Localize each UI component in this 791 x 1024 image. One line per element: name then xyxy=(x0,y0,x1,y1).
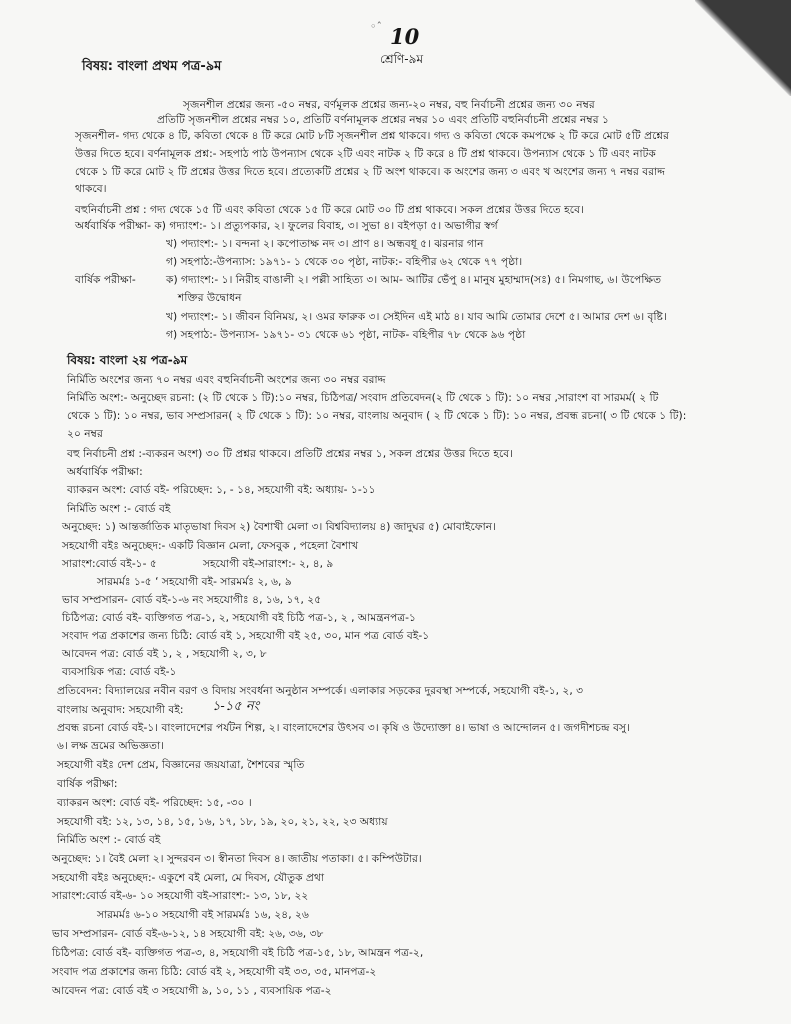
text-line: বার্ষিক পরীক্ষা- xyxy=(75,273,136,286)
text-line: সহযোগী বই-সারাংশ:- ২, ৪, ৯ xyxy=(203,557,334,570)
text-line: ভাব সম্প্রসারন- বোর্ড বই-৬-১২, ১৪ সহযোগী বই: ২৬, ৩৬, ৩৮ xyxy=(52,927,324,940)
text-line: গ) সহপাঠ:- উপন্যাস- ১৯৭১- ৩১ থেকে ৬১ পৃষ্ঠা, নাটক- বহিপীর ৭৮ থেকে ৯৬ পৃষ্ঠা xyxy=(166,328,526,341)
text-line: সংবাদ পত্র প্রকাশের জন্য চিঠি: বোর্ড বই ১, সহযোগী বই ২৫, ৩০, মান পত্র বোর্ড বই-১ xyxy=(62,629,430,642)
text-line: সারাংশ:বোর্ড বই-১- ৫ xyxy=(62,557,157,570)
text-line: অনুচ্ছেদ: ১) আন্তর্জাতিক মাতৃভাষা দিবস ২) বৈশাখী মেলা ৩। বিশ্ববিদ্যালয় ৪) জাদুঘর ৫) মোবাইফোন। xyxy=(62,520,496,533)
text-line: গ) সহপাঠ:-উপন্যাস: ১৯৭১- ১ থেকে ৩০ পৃষ্ঠা, নাটক:- বহিপীর ৬২ থেকে ৭৭ পৃষ্ঠা। xyxy=(166,255,523,268)
text-line: অর্ধবার্ষিক পরীক্ষা- ক) গদ্যাংশ:- ১। প্রত্যুপকার, ২। ফুলের বিবাহ, ৩। সুভা ৪। বইপড়া ৫। অভাগীর স্বর্গ xyxy=(75,219,498,232)
text-line: অনুচ্ছেদ: ১। বৈই মেলা ২। সুন্দরবন ৩। স্বীনতা দিবস ৪। জাতীয় পতাকা। ৫। কম্পিউটার। xyxy=(52,852,422,865)
text-line: ব্যাকরন অংশ: বোর্ড বই- পরিচ্ছেদ: ১, - ১৪, সহযোগী বই: অধ্যায়- ১-১১ xyxy=(67,483,376,496)
text-line: সহযোগী বইঃ অনুচ্ছেদ:- একটি বিজ্ঞান মেলা, ফেসবুক , পহেলা বৈশাখ xyxy=(62,539,359,552)
text-line: চিঠিপত্র: বোর্ড বই- ব্যক্তিগত পত্র-১, ২, সহযোগী বই চিঠি পত্র-১, ২ , আমন্ত্রনপত্র-১ xyxy=(62,611,416,624)
text-line: থেকে ১ টি করে মোট ২ টি প্রশ্নের উত্তর দিতে হবে। প্রত্যেকটি প্রশ্নের ২ টি অংশ থাকবে। ক অংশের জন্য ৩ এবং খ অংশের জন্য ৭ নম্বর বরাদ্দ xyxy=(75,165,666,178)
text-line: বার্ষিক পরীক্ষা: xyxy=(57,777,118,790)
page-corner-fold xyxy=(695,0,791,96)
pen-mark: ◦ˆ xyxy=(370,20,382,33)
section-title: বিষয়: বাংলা প্রথম পত্র-৯ম xyxy=(82,59,222,74)
text-line: সৃজনশীল- গদ্য থেকে ৪ টি, কবিতা থেকে ৪ টি করে মোট ৮টি সৃজনশীল প্রশ্ন থাকবে। গদ্য ও কবিতা থেকে কমপক্ষে ২ টি করে মোট ৫টি প্রশ্নের xyxy=(75,129,670,142)
text-line: বহুনির্বাচনী প্রশ্ন : গদ্য থেকে ১৫ টি এবং কবিতা থেকে ১৫ টি করে মোট ৩০ টি প্রশ্ন থাকবে। সকল প্রশ্নের উত্তর দিতে হবে। xyxy=(75,203,584,216)
text-line: সারমর্মঃ ৬-১০ সহযোগী বই সারমর্মঃ ১৬, ২৪, ২৬ xyxy=(97,908,309,921)
text-line: আবেদন পত্র: বোর্ড বই ৩ সহযোগী ৯, ১০, ১১ , ব্যবসায়িক পত্র-২ xyxy=(52,984,332,997)
text-line: প্রবন্ধ রচনা বোর্ড বই-১। বাংলাদেশের পর্যটন শিল্প, ২। বাংলাদেশের উৎসব ৩। কৃষি ও উদ্যোক্তা ৪। ভাষা ও আন্দোলন ৫। জগদীশচন্দ্র বসু। xyxy=(57,721,630,734)
text-line: বাংলায় অনুবাদ: সহযোগী বই: xyxy=(57,703,184,716)
text-line: থেকে ১ টি): ১০ নম্বর, ভাব সম্প্রসারন( ২ টি থেকে ১ টি): ১০ নম্বর, বাংলায় অনুবাদ ( ২ টি থেকে ১ টি): ১০ নম্বর, প্রবন্ধ রচনা( ৩ টি থেকে ১ টি): xyxy=(67,409,687,422)
text-line: সারমর্মঃ ১-৫ ‘ সহযোগী বই- সারমর্মঃ ২, ৬, ৯ xyxy=(97,575,292,588)
text-line: বহু নির্বাচনী প্রশ্ন :-ব্যকরন অংশ) ৩০ টি প্রশ্নর থাকবে। প্রতিটি প্রশ্নের নম্বর ১, সকল প্রশ্নের উত্তর দিতে হবে। xyxy=(67,447,514,460)
text-line: খ) পদ্যাংশ:- ১। বন্দনা ২। কপোতাক্ষ নদ ৩। প্রাণ ৪। অন্ধবধূ ৫। ঝরনার গান xyxy=(166,237,484,250)
text-line: ৬। লক্ষ ভ্রমের অভিজ্ঞতা। xyxy=(57,739,164,752)
text-line: ব্যবসায়িক পত্র: বোর্ড বই-১ xyxy=(62,665,177,678)
text-line: সারাংশ:বোর্ড বই-৬- ১০ সহযোগী বই-সারাংশ:- ১৩, ১৮, ২২ xyxy=(52,889,309,902)
text-line: নির্মিতি অংশ :- বোর্ড বই xyxy=(67,502,171,515)
text-line: নির্মিতি অংশের জন্য ৭০ নম্বর এবং বহুনির্বাচনী অংশের জন্য ৩০ নম্বর বরাদ্দ xyxy=(67,373,386,386)
text-line: সহযোগী বই: ১২, ১৩, ১৪, ১৫, ১৬, ১৭, ১৮, ১৯, ২০, ২১, ২২, ২৩ অধ্যায় xyxy=(57,815,388,828)
handwritten-note: ১-১৫ নং xyxy=(212,699,260,714)
text-line: প্রতিবেদন: বিদ্যালয়ের নবীন বরণ ও বিদায় সংবর্ধনা অনুষ্ঠান সম্পর্কে। এলাকার সড়কের দুরবস্থা সম্পর্কে, সহযোগী বই-১, ২, ৩ xyxy=(57,684,584,697)
text-line: থাকবে। xyxy=(75,182,107,195)
section-title: বিষয়: বাংলা ২য় পত্র-৯ম xyxy=(67,353,188,367)
text-line: ২০ নম্বর xyxy=(67,427,103,440)
text-line: শক্তির উদ্বোধন xyxy=(178,291,242,304)
text-line: সৃজনশীল প্রশ্নের জন্য -৫০ নম্বর, বর্ণমূলক প্রশ্নের জন্য-২০ নম্বর, বহু নির্বাচনী প্রশ্নের জন্য ৩০ নম্বর xyxy=(183,98,595,111)
text-line: ভাব সম্প্রসারন- বোর্ড বই-১-৬ নং সহযোগীঃ ৪, ১৬, ১৭, ২৫ xyxy=(62,593,322,606)
text-line: নির্মিতি অংশ:- অনুচ্ছেদ রচনা: (২ টি থেকে ১ টি):১০ নম্বর, চিঠিপত্র/ সংবাদ প্রতিবেদন(২ টি থেকে ১ টি): ১০ নম্বর ,সারাংশ বা সারমর্ম( ২ টি xyxy=(67,391,659,404)
text-line: অর্ধবার্ষিক পরীক্ষা: xyxy=(67,465,143,478)
text-line: ব্যাকরন অংশ: বোর্ড বই- পরিচ্ছেদ: ১৫, -৩০ । xyxy=(57,796,252,809)
class-header: শ্রেণি-৯ম xyxy=(380,52,424,66)
text-line: সংবাদ পত্র প্রকাশের জন্য চিঠি: বোর্ড বই ২, সহযোগী বই ৩৩, ৩৫, মানপত্র-২ xyxy=(52,965,377,978)
text-line: আবেদন পত্র: বোর্ড বই ১, ২ , সহযোগী ২, ৩, ৮ xyxy=(62,647,267,660)
text-line: প্রতিটি সৃজনশীল প্রশ্নের নম্বর ১০, প্রতিটি বর্ণনামূলক প্রশ্নের নম্বর ১০ এবং প্রতিটি বহুনির্বাচনী প্রশ্নের নম্বর ১ xyxy=(157,113,609,126)
text-line: সহযোগী বইঃ দেশ প্রেম, বিজ্ঞানের জয়যাত্রা, শৈশবের স্মৃতি xyxy=(57,758,305,771)
handwritten-page-number: 10 xyxy=(390,24,420,49)
text-line: খ) পদ্যাংশ:- ১। জীবন বিনিময়, ২। ওমর ফারুক ৩। সেইদিন এই মাঠ ৪। যাব আমি তোমার দেশে ৫। আমার দেশ ৬। বৃষ্টি। xyxy=(166,310,667,323)
text-line: উত্তর দিতে হবে। বর্ণনামূলক প্রশ্ন:- সহপাঠ পাঠ উপন্যাস থেকে ২টি এবং নাটক ২ টি করে ৪ টি প্রশ্ন থাকবে। উপন্যাস থেকে ১ টি এবং নাটক xyxy=(75,147,656,160)
text-line: চিঠিপত্র: বোর্ড বই- ব্যক্তিগত পত্র-৩, ৪, সহযোগী বই চিঠি পত্র-১৫, ১৮, আমন্ত্রন পত্র-২, xyxy=(52,946,424,959)
text-line: নির্মিতি অংশ :- বোর্ড বই xyxy=(57,833,161,846)
text-line: ক) গদ্যাংশ:- ১। নিরীহ বাঙালী ২। পল্লী সাহিত্য ৩। আম- আটির ভেঁপু ৪। মানুষ মুহাম্মাদ(সঃ) ৫। নিমগাছ, ৬। উপেক্ষিত xyxy=(166,273,662,286)
text-line: সহযোগী বইঃ অনুচ্ছেদ:- একুশে বই মেলা, মে দিবস, যৌতুক প্রথা xyxy=(52,871,325,884)
